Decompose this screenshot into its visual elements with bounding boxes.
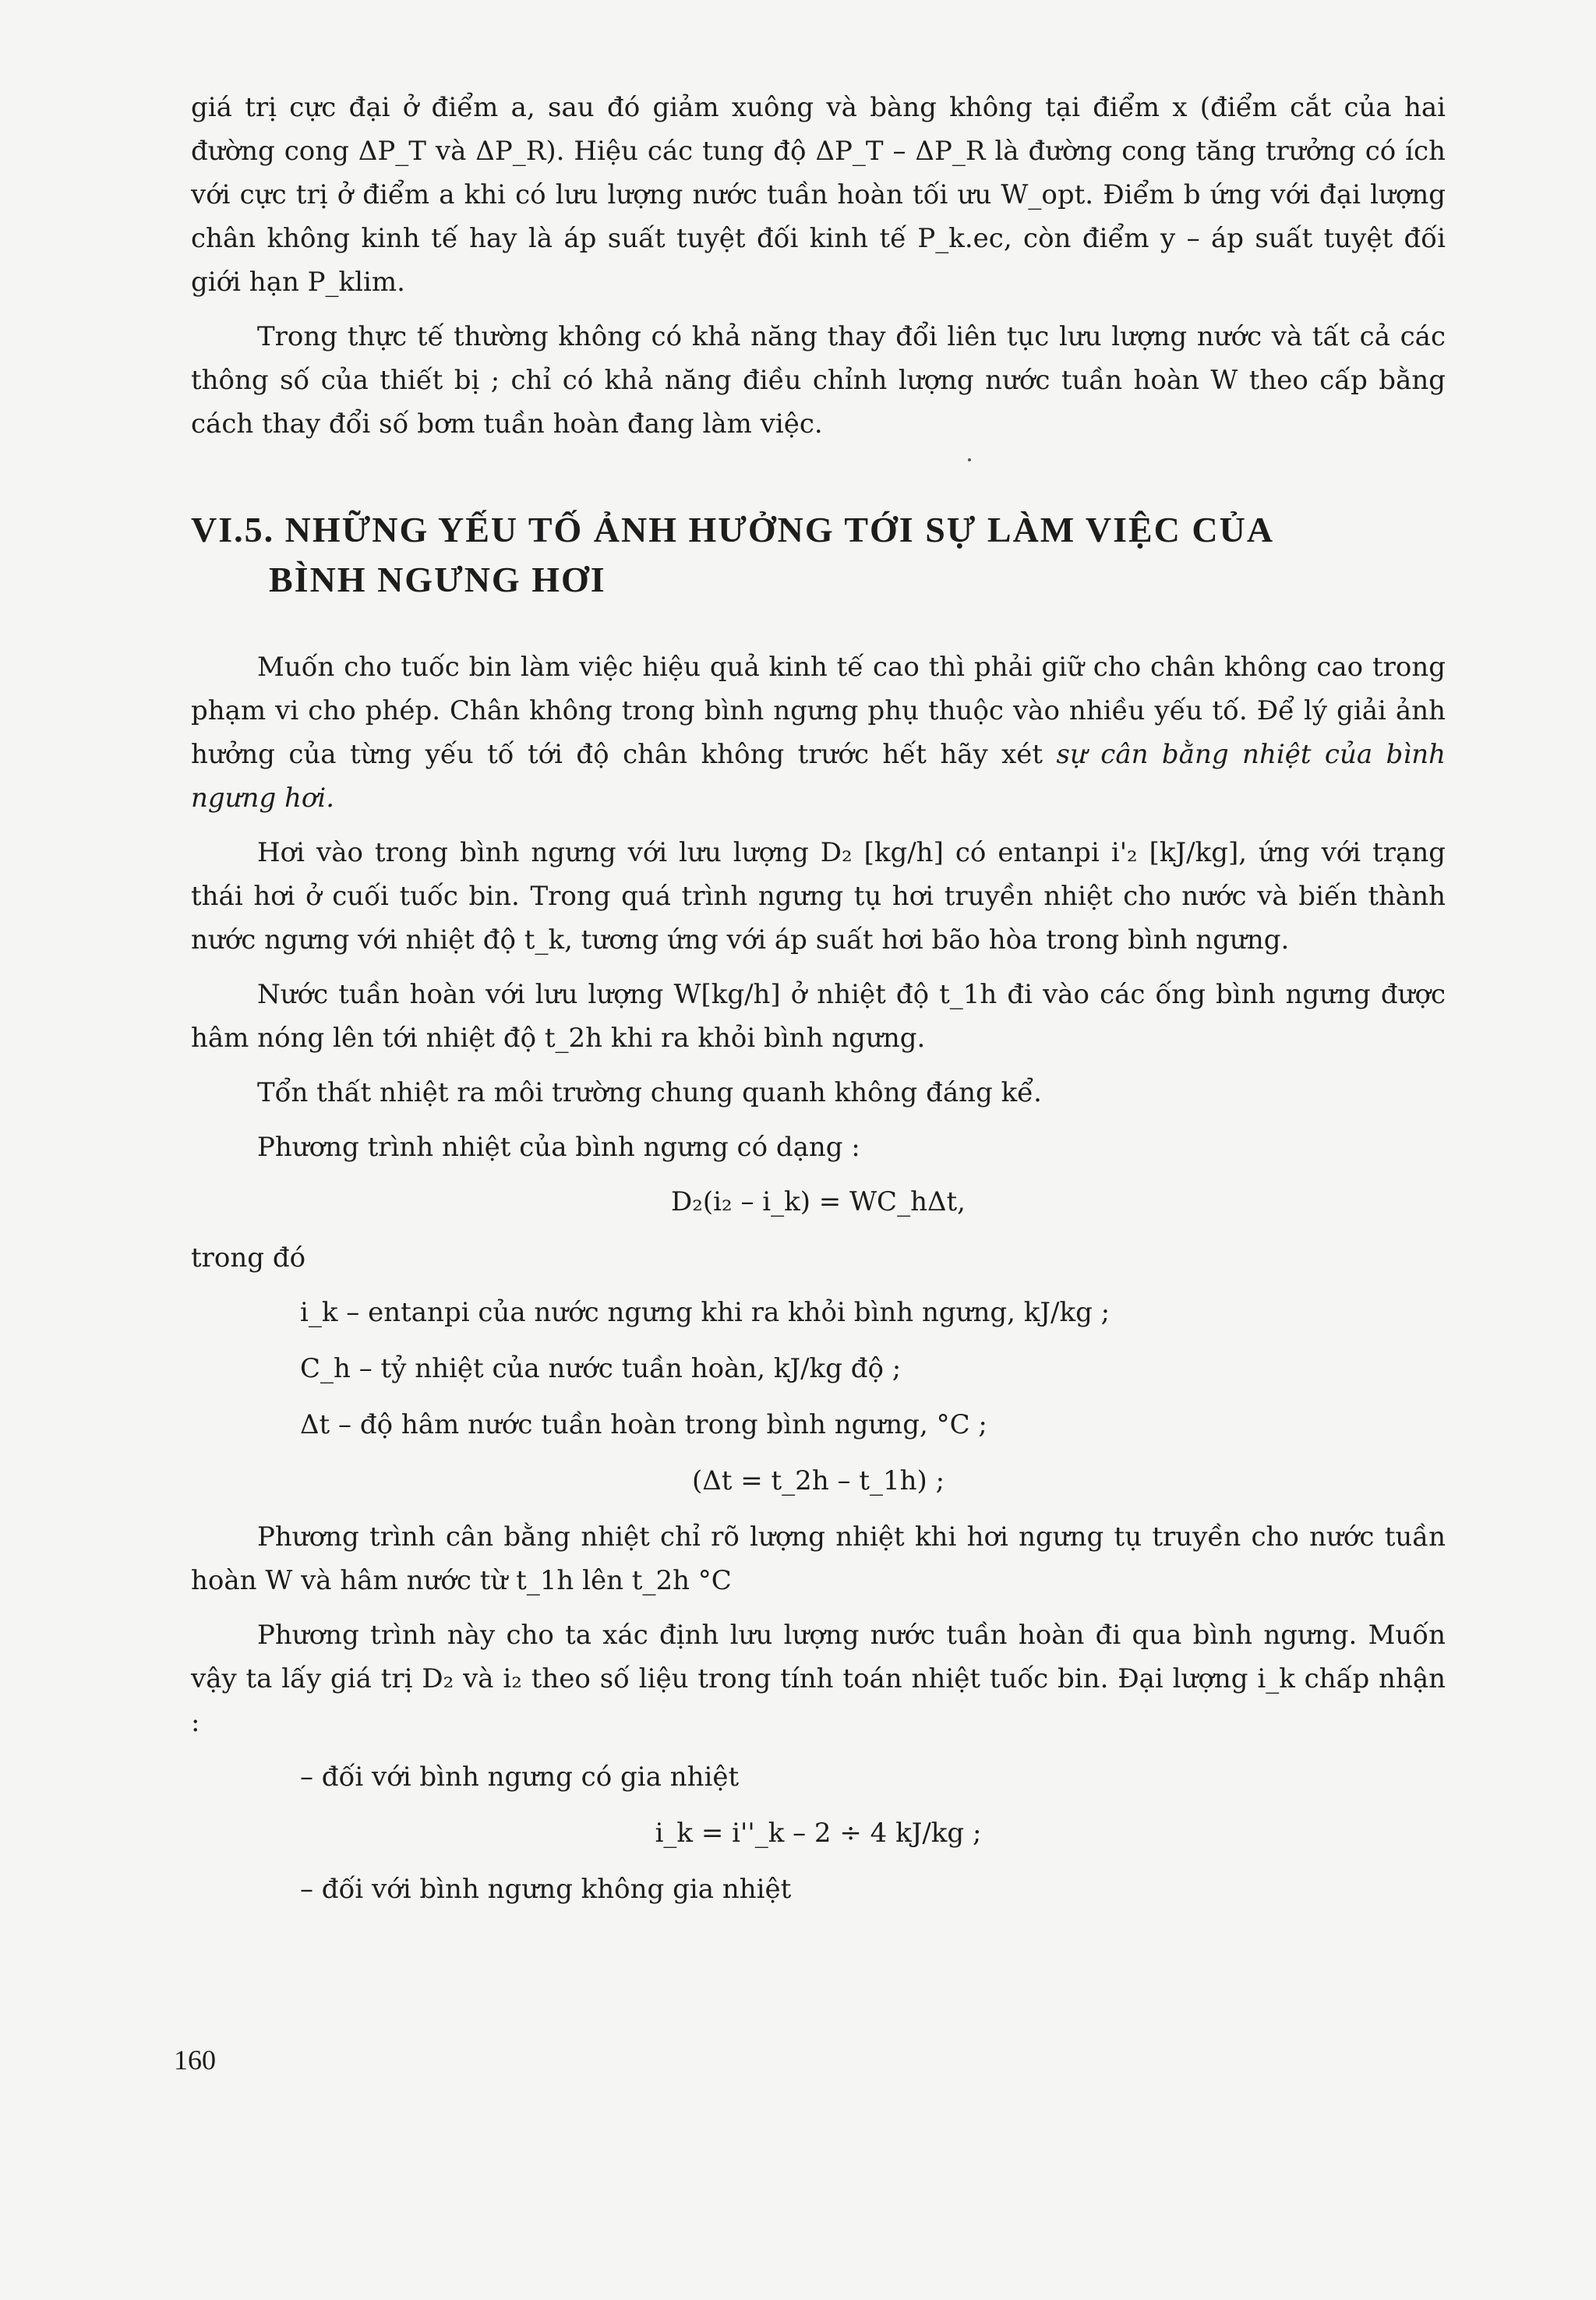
- paragraph-practice: Trong thực tế thường không có khả năng thay đổi liên tục lưu lượng nước và tất cả các thông số của thiết bị ; chỉ có khả năng điều chỉnh lượng nước tuần hoàn W theo cấp bằng cách thay đổi số bơm tuần hoàn đang làm việc.: [191, 321, 1446, 440]
- paragraph-heat-loss: Tổn thất nhiệt ra môi trường chung quanh không đáng kể.: [257, 1077, 1042, 1108]
- paragraph-continuation: giá trị cực đại ở điểm a, sau đó giảm xuông và bàng không tại điểm x (điểm cắt của hai đường cong ΔP_T và ΔP_R). Hiệu các tung độ ΔP_T – ΔP_R là đường cong tăng trưởng có ích với cực trị ở điểm a khi có lưu lượng nước tuần hoàn tối ưu W_opt. Điểm b ứng với đại lượng chân không kinh tế hay là áp suất tuyệt đối kinh tế P_k.ec, còn điểm y – áp suất tuyệt đối giới hạn P_klim.: [191, 92, 1446, 298]
- section-heading: [191, 505, 1446, 605]
- where-label: trong đó: [191, 1242, 306, 1274]
- list-item-with-heating: – đối với bình ngưng có gia nhiệt: [300, 1761, 740, 1793]
- section-heading-line1: VI.5. NHỮNG YẾU TỐ ẢNH HƯỞNG TỚI SỰ LÀM VIỆC CỦA: [191, 510, 1275, 549]
- definition-ch: C_h – tỷ nhiệt của nước tuần hoàn, kJ/kg độ ;: [300, 1353, 902, 1384]
- paragraph-determination: Phương trình này cho ta xác định lưu lượng nước tuần hoàn đi qua bình ngưng. Muốn vậy ta lấy giá trị D₂ và i₂ theo số liệu trong tính toán nhiệt tuốc bin. Đại lượng i_k chấp nhận :: [191, 1620, 1446, 1738]
- section-body: [191, 645, 1446, 1924]
- paragraph-intro: [191, 645, 1446, 820]
- paragraph-cooling-water: Nước tuần hoàn với lưu lượng W[kg/h] ở nhiệt độ t_1h đi vào các ống bình ngưng được hâm nóng lên tới nhiệt độ t_2h khi ra khỏi bình ngưng.: [191, 979, 1446, 1054]
- equation-heat-balance: D₂(i₂ – i_k) = WC_hΔt,: [670, 1186, 966, 1217]
- section-heading-line2: BÌNH NGƯNG HƠI: [269, 560, 606, 599]
- equation-ik-value: i_k = i''_k – 2 ÷ 4 kJ/kg ;: [655, 1818, 982, 1849]
- page-number: 160: [174, 2044, 216, 2076]
- list-item-without-heating: – đối với bình ngưng không gia nhiệt: [300, 1874, 792, 1905]
- top-text-block: [191, 86, 1446, 457]
- definition-ik: i_k – entanpi của nước ngưng khi ra khỏi bình ngưng, kJ/kg ;: [300, 1297, 1110, 1328]
- equation-delta-t: (Δt = t_2h – t_1h) ;: [691, 1465, 945, 1496]
- paragraph-intro-italic: sự cân bằng nhiệt của bình ngưng hơi.: [191, 739, 1446, 814]
- paragraph-steam-inflow: Hơi vào trong bình ngưng với lưu lượng D₂ [kg/h] có entanpi i'₂ [kJ/kg], ứng với trạng thái hơi ở cuối tuốc bin. Trong quá trình ngưng tụ hơi truyền nhiệt cho nước và biến thành nước ngưng với nhiệt độ t_k, tương ứng với áp suất hơi bão hòa trong bình ngưng.: [191, 837, 1446, 956]
- paragraph-equation-intro: Phương trình nhiệt của bình ngưng có dạng :: [257, 1132, 860, 1163]
- definition-dt: Δt – độ hâm nước tuần hoàn trong bình ngưng, °C ;: [300, 1409, 987, 1440]
- paragraph-balance-meaning: Phương trình cân bằng nhiệt chỉ rõ lượng nhiệt khi hơi ngưng tụ truyền cho nước tuần hoàn W và hâm nước từ t_1h lên t_2h °C: [191, 1521, 1446, 1596]
- paragraph-intro-text: Muốn cho tuốc bin làm việc hiệu quả kinh tế cao thì phải giữ cho chân không cao trong phạm vi cho phép. Chân không trong bình ngưng phụ thuộc vào nhiều yếu tố. Để lý giải ảnh hưởng của từng yếu tố tới độ chân không trước hết hãy xét: [191, 652, 1446, 770]
- scan-speck: [968, 458, 971, 461]
